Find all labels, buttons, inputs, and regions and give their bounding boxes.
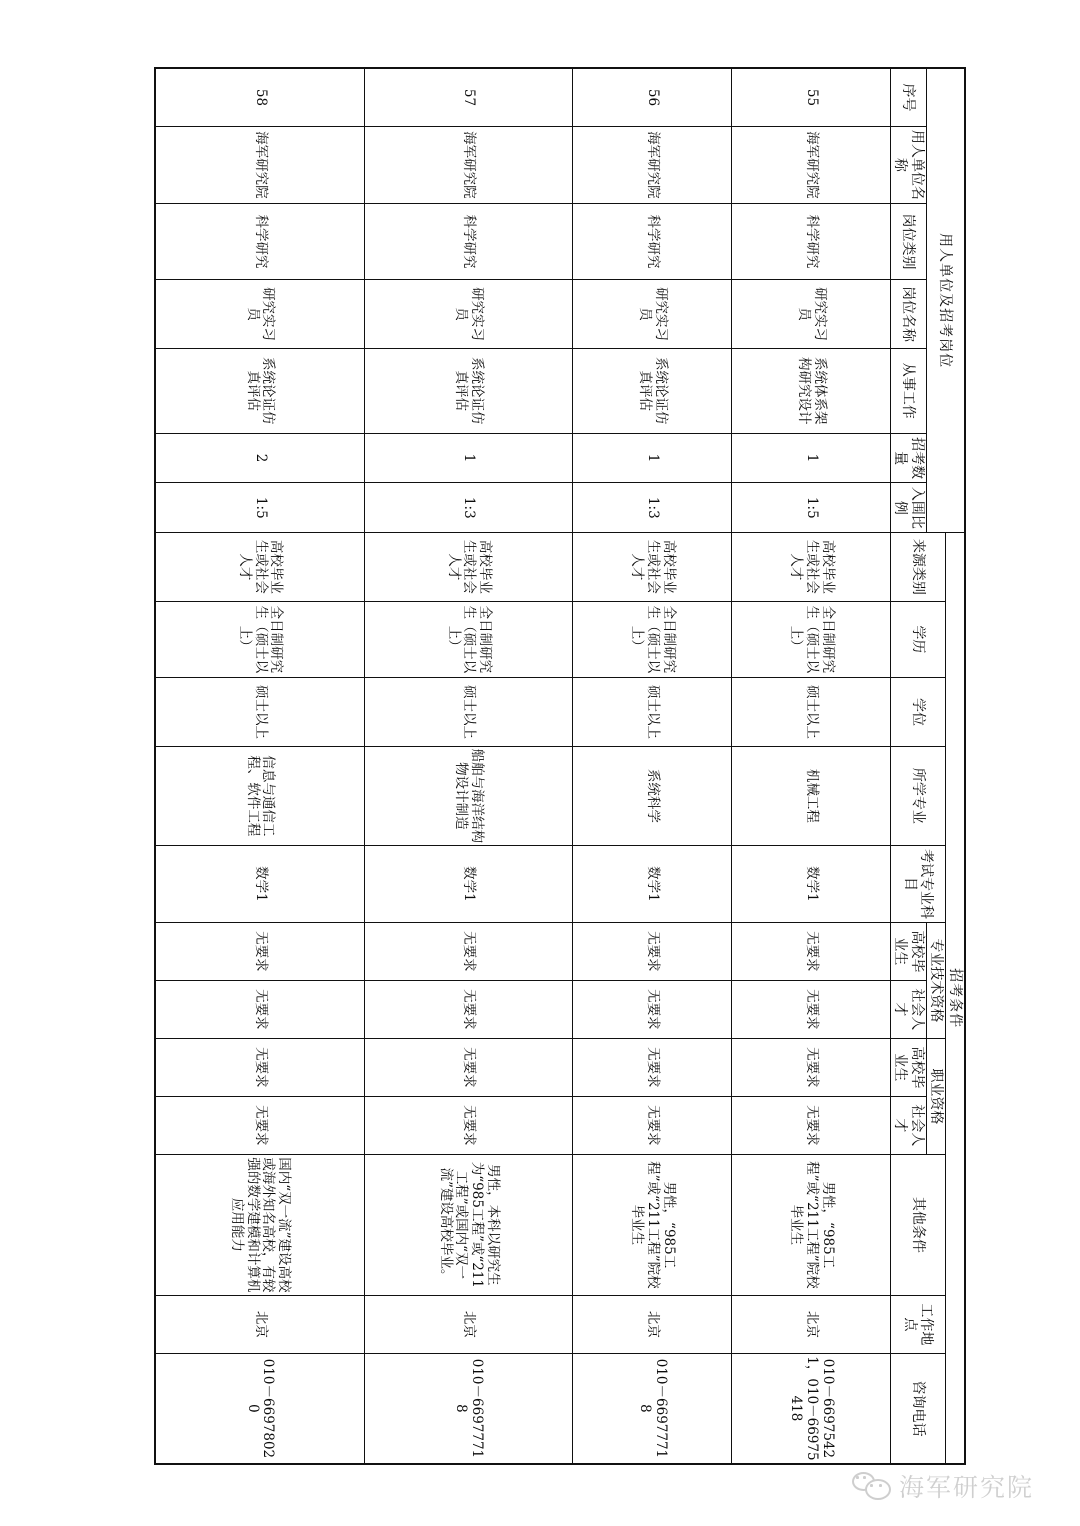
cell-voc-social: 无要求 bbox=[573, 1096, 732, 1154]
cell-phone: 010－66975421，010－66975418 bbox=[732, 1353, 891, 1463]
table-body bbox=[156, 69, 891, 1464]
cell-voc-grad: 无要求 bbox=[156, 1038, 365, 1096]
col-header-phone: 咨询电话 bbox=[891, 1353, 946, 1463]
cell-voc-social: 无要求 bbox=[364, 1096, 573, 1154]
col-header-work: 从事工作 bbox=[891, 348, 926, 433]
cell-tech-social: 无要求 bbox=[156, 980, 365, 1038]
cell-work: 系统体系架构研究设计 bbox=[732, 348, 891, 433]
cell-degree: 硕士以上 bbox=[732, 678, 891, 746]
cell-phone: 010－66978020 bbox=[156, 1353, 365, 1463]
cell-voc-social: 无要求 bbox=[156, 1096, 365, 1154]
cell-major: 船舶与海洋结构物设计制造 bbox=[364, 746, 573, 845]
cell-post-category: 科学研究 bbox=[732, 203, 891, 280]
cell-post-category: 科学研究 bbox=[364, 203, 573, 280]
cell-employer: 海军研究院 bbox=[732, 127, 891, 204]
cell-major: 系统科学 bbox=[573, 746, 732, 845]
col-header-employer: 用人单位名称 bbox=[891, 127, 926, 204]
cell-count: 1 bbox=[732, 433, 891, 483]
cell-count: 1 bbox=[364, 433, 573, 483]
col-header-exam-subject: 考试专业科目 bbox=[891, 846, 946, 923]
col-header-tech-grad: 高校毕业生 bbox=[891, 922, 926, 980]
cell-tech-grad: 无要求 bbox=[156, 922, 365, 980]
cell-degree: 硕士以上 bbox=[364, 678, 573, 746]
cell-other-conditions: 男性，本科以研究生为“985工程”或“211工程”或国内“双一流”建设高校毕业。 bbox=[364, 1154, 573, 1295]
col-header-other-conditions: 其他条件 bbox=[891, 1154, 946, 1295]
cell-other-conditions: 男性，“985工程”或“211工程”院校毕业生 bbox=[732, 1154, 891, 1295]
cell-tech-grad: 无要求 bbox=[732, 922, 891, 980]
cell-work: 系统论证仿真评估 bbox=[156, 348, 365, 433]
subgroup-header-tech-qualification: 专业技术资格 bbox=[926, 922, 945, 1038]
cell-other-conditions: 国内“双一流”建设高校或海外知名高校，有较强的数学建模和计算机应用能力 bbox=[156, 1154, 365, 1295]
cell-seq: 56 bbox=[573, 69, 732, 127]
cell-ratio: 1:5 bbox=[732, 483, 891, 533]
subgroup-header-vocational-qualification: 职业资格 bbox=[926, 1038, 945, 1154]
col-header-ratio: 入围比例 bbox=[891, 483, 926, 533]
cell-location: 北京 bbox=[573, 1295, 732, 1353]
col-header-voc-social: 社会人才 bbox=[891, 1096, 926, 1154]
col-header-major: 所学专业 bbox=[891, 746, 946, 845]
group-header-employer-post: 用人单位及招考岗位 bbox=[926, 69, 964, 533]
cell-employer: 海军研究院 bbox=[156, 127, 365, 204]
cell-source-type: 高校毕业生或社会人才 bbox=[364, 533, 573, 601]
cell-location: 北京 bbox=[156, 1295, 365, 1353]
cell-education: 全日制研究生（硕士以上） bbox=[364, 601, 573, 678]
cell-major: 机械工程 bbox=[732, 746, 891, 845]
cell-exam-subject: 数学1 bbox=[732, 846, 891, 923]
cell-location: 北京 bbox=[732, 1295, 891, 1353]
cell-seq: 57 bbox=[364, 69, 573, 127]
cell-phone: 010－66977718 bbox=[573, 1353, 732, 1463]
cell-tech-social: 无要求 bbox=[732, 980, 891, 1038]
cell-count: 2 bbox=[156, 433, 365, 483]
cell-source-type: 高校毕业生或社会人才 bbox=[732, 533, 891, 601]
cell-phone: 010－66977718 bbox=[364, 1353, 573, 1463]
cell-education: 全日制研究生（硕士以上） bbox=[573, 601, 732, 678]
rotated-table-stage bbox=[155, 68, 965, 1464]
table-row bbox=[156, 69, 365, 1464]
cell-source-type: 高校毕业生或社会人才 bbox=[573, 533, 732, 601]
cell-tech-social: 无要求 bbox=[364, 980, 573, 1038]
cell-location: 北京 bbox=[364, 1295, 573, 1353]
cell-post-name: 研究实习员 bbox=[732, 280, 891, 348]
table-head bbox=[891, 69, 965, 1464]
col-header-post-name: 岗位名称 bbox=[891, 280, 926, 348]
cell-seq: 55 bbox=[732, 69, 891, 127]
col-header-count: 招考数量 bbox=[891, 433, 926, 483]
group-header-row bbox=[945, 69, 964, 1464]
cell-post-name: 研究实习员 bbox=[364, 280, 573, 348]
cell-degree: 硕士以上 bbox=[573, 678, 732, 746]
table-row bbox=[732, 69, 891, 1464]
cell-employer: 海军研究院 bbox=[364, 127, 573, 204]
cell-seq: 58 bbox=[156, 69, 365, 127]
col-header-source-type: 来源类别 bbox=[891, 533, 946, 601]
col-header-education: 学历 bbox=[891, 601, 946, 678]
cell-post-name: 研究实习员 bbox=[156, 280, 365, 348]
cell-education: 全日制研究生（硕士以上） bbox=[156, 601, 365, 678]
cell-voc-social: 无要求 bbox=[732, 1096, 891, 1154]
cell-exam-subject: 数学1 bbox=[573, 846, 732, 923]
cell-tech-grad: 无要求 bbox=[573, 922, 732, 980]
cell-ratio: 1:5 bbox=[156, 483, 365, 533]
cell-work: 系统论证仿真评估 bbox=[573, 348, 732, 433]
cell-voc-grad: 无要求 bbox=[364, 1038, 573, 1096]
col-header-tech-social: 社会人才 bbox=[891, 980, 926, 1038]
cell-source-type: 高校毕业生或社会人才 bbox=[156, 533, 365, 601]
cell-ratio: 1:3 bbox=[573, 483, 732, 533]
cell-post-name: 研究实习员 bbox=[573, 280, 732, 348]
cell-work: 系统论证仿真评估 bbox=[364, 348, 573, 433]
cell-employer: 海军研究院 bbox=[573, 127, 732, 204]
col-header-seq: 序号 bbox=[891, 69, 926, 127]
col-header-voc-grad: 高校毕业生 bbox=[891, 1038, 926, 1096]
table-row bbox=[364, 69, 573, 1464]
cell-ratio: 1:3 bbox=[364, 483, 573, 533]
table-row bbox=[573, 69, 732, 1464]
cell-voc-grad: 无要求 bbox=[573, 1038, 732, 1096]
cell-exam-subject: 数学1 bbox=[156, 846, 365, 923]
col-header-degree: 学位 bbox=[891, 678, 946, 746]
cell-degree: 硕士以上 bbox=[156, 678, 365, 746]
cell-tech-grad: 无要求 bbox=[364, 922, 573, 980]
cell-exam-subject: 数学1 bbox=[364, 846, 573, 923]
group-header-recruit-conditions: 招考条件 bbox=[945, 533, 964, 1464]
cell-other-conditions: 男性，“985工程”或“211工程”院校毕业生 bbox=[573, 1154, 732, 1295]
cell-post-category: 科学研究 bbox=[156, 203, 365, 280]
recruitment-table bbox=[155, 68, 965, 1464]
col-header-location: 工作地点 bbox=[891, 1295, 946, 1353]
brand-label: 海军研究院 bbox=[899, 1473, 1035, 1502]
cell-voc-grad: 无要求 bbox=[732, 1038, 891, 1096]
cell-post-category: 科学研究 bbox=[573, 203, 732, 280]
cell-tech-social: 无要求 bbox=[573, 980, 732, 1038]
wechat-icon bbox=[852, 1472, 890, 1500]
cell-major: 信息与通信工程、软件工程 bbox=[156, 746, 365, 845]
cell-count: 1 bbox=[573, 433, 732, 483]
col-header-post-category: 岗位类别 bbox=[891, 203, 926, 280]
footer-brand bbox=[852, 1468, 1034, 1504]
cell-education: 全日制研究生（硕士以上） bbox=[732, 601, 891, 678]
